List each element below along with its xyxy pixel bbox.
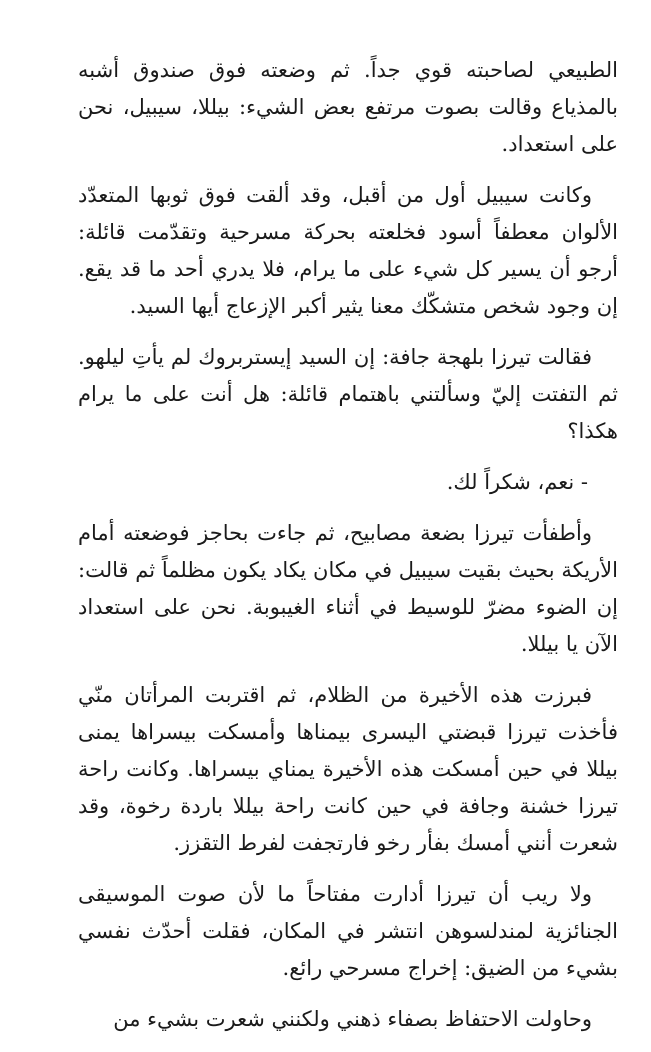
paragraph: فبرزت هذه الأخيرة من الظلام، ثم اقتربت المرأتان منّي فأخذت تيرزا قبضتي اليسرى بيمناها وأمسكت بيسراها يمنى بيللا في حين أمسكت هذه الأخيرة يمناي بيسراها. وكانت راحة تيرزا خشنة وجافة في حين كانت راحة بيللا باردة رخوة، وقد شعرت أنني أمسك بفأر رخو فارتجفت لفرط التقزز. bbox=[78, 683, 618, 855]
dialogue-line: - نعم، شكراً لك. bbox=[446, 470, 588, 494]
paragraph-continuation: الطبيعي لصاحبته قوي جداً. ثم وضعته فوق صندوق أشبه بالمذياع وقالت بصوت مرتفع بعض الشيء: بيللا، سيبيل، نحن على استعداد. bbox=[78, 58, 618, 156]
paragraph-partial: وحاولت الاحتفاظ بصفاء ذهني ولكنني شعرت بشيء من bbox=[113, 1007, 592, 1031]
paragraph: وأطفأت تيرزا بضعة مصابيح، ثم جاءت بحاجز فوضعته أمام الأريكة بحيث بقيت سيبيل في مكان يكاد يكون مظلماً ثم قالت: إن الضوء مضرّ للوسيط في أثناء الغيبوبة. نحن على استعداد الآن يا بيللا. bbox=[78, 521, 618, 656]
paragraph: وكانت سيبيل أول من أقبل، وقد ألقت فوق ثوبها المتعدّد الألوان معطفاً أسود فخلعته بحركة مسرحية وتقدّمت قائلة: أرجو أن يسير كل شيء على ما يرام، فلا يدري أحد ما قد يقع. إن وجود شخص متشكّك معنا يثير أكبر الإزعاج أيها السيد. bbox=[78, 183, 618, 318]
paragraph: ولا ريب أن تيرزا أدارت مفتاحاً ما لأن صوت الموسيقى الجنائزية لمندلسوهن انتشر في المكان، فقلت أحدّث نفسي بشيء من الضيق: إخراج مسرحي رائع. bbox=[78, 882, 618, 980]
book-page bbox=[78, 52, 618, 1052]
paragraph: فقالت تيرزا بلهجة جافة: إن السيد إيستربروك لم يأتِ ليلهو. ثم التفتت إليّ وسألتني باهتمام قائلة: هل أنت على ما يرام هكذا؟ bbox=[78, 345, 618, 443]
